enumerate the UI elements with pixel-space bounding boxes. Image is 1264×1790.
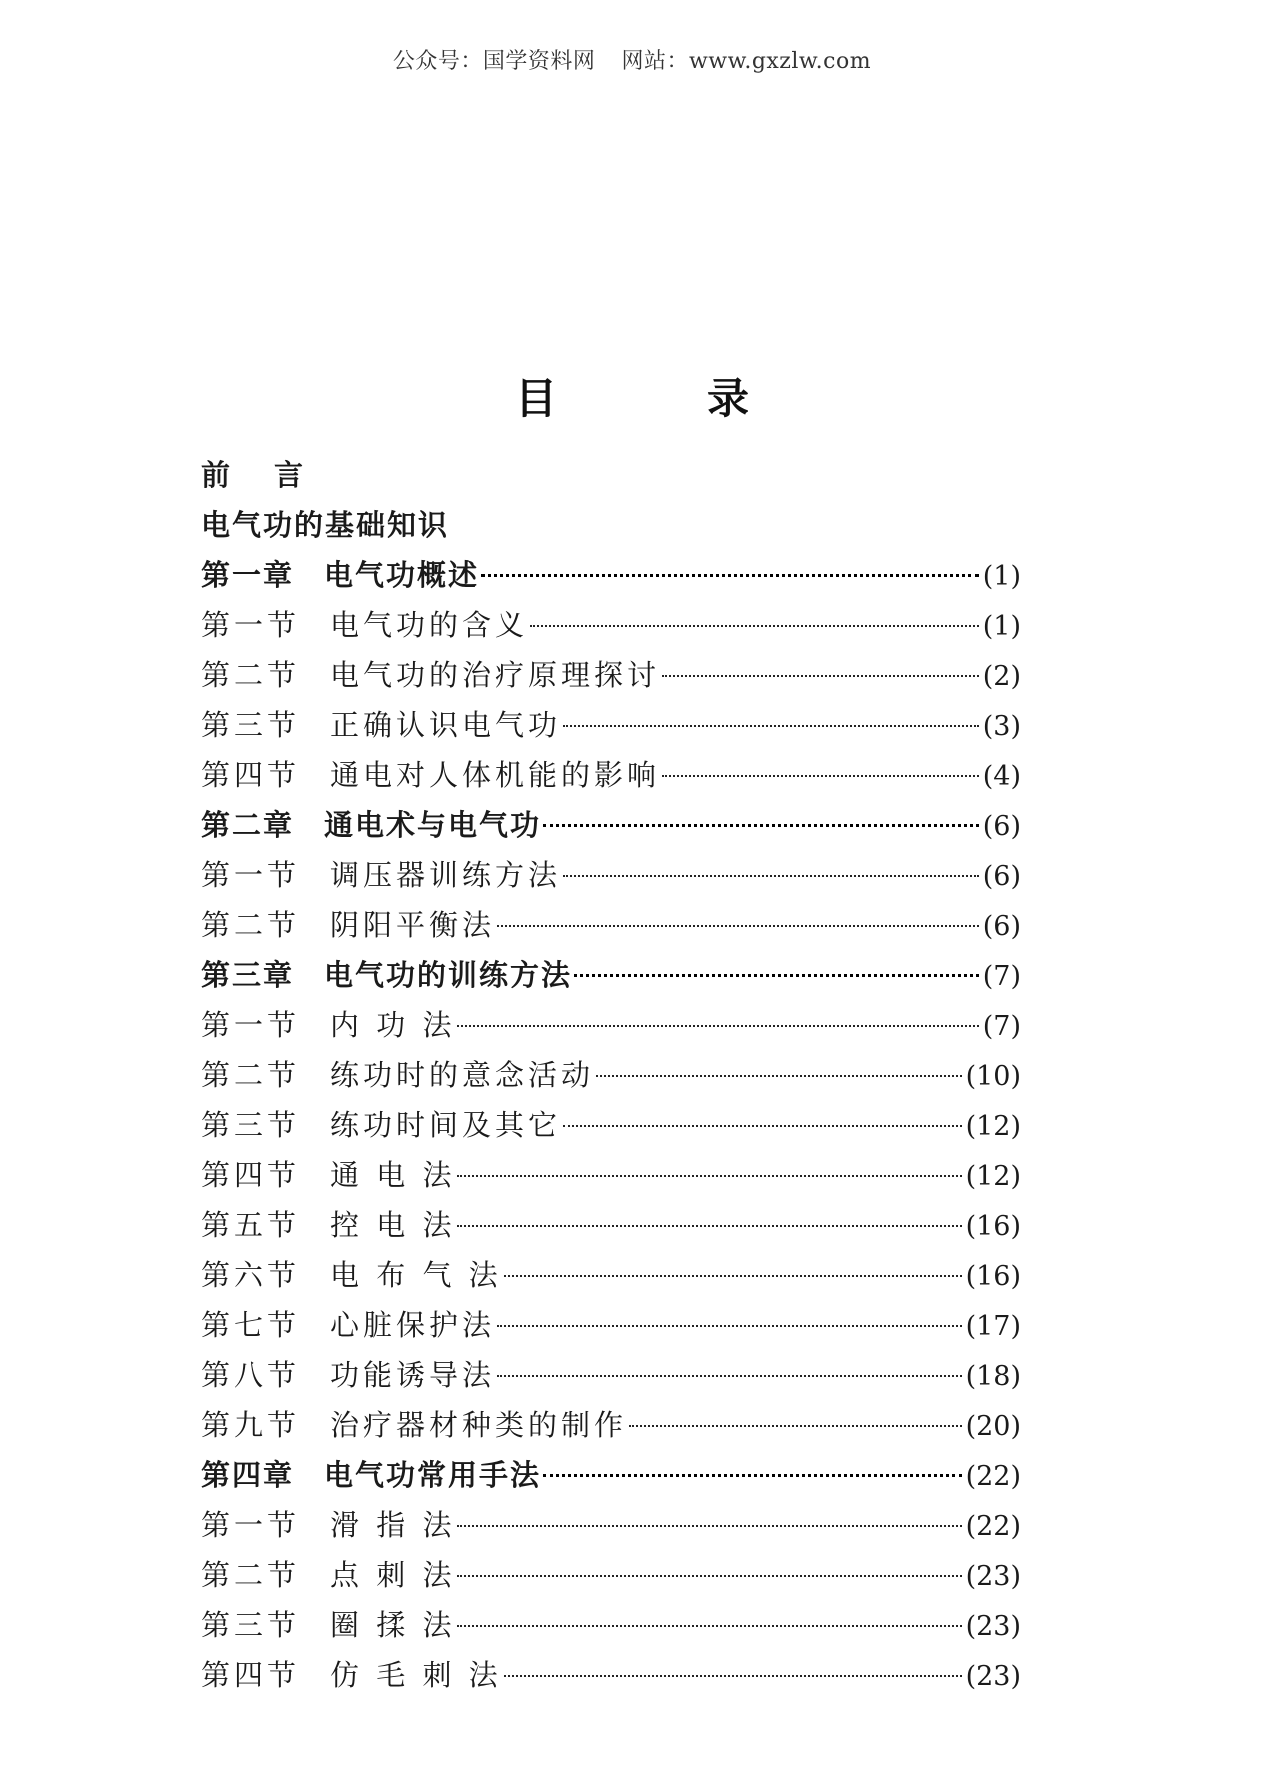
toc-entry-title: 心脏保护法 — [330, 1308, 496, 1342]
toc-entry-section[interactable] — [201, 1350, 1021, 1400]
toc-entry-prefix: 第三节 — [201, 1108, 301, 1142]
toc-entry-prefix: 第二节 — [201, 908, 301, 942]
toc-entry-title: 通电对人体机能的影响 — [330, 758, 661, 792]
toc-entry-page: (6) — [982, 911, 1021, 942]
dot-leader — [662, 775, 979, 777]
toc-entry-page: (6) — [982, 811, 1021, 842]
toc-entry-title: 言 — [274, 458, 318, 492]
toc-entry-title: 电气功的训练方法 — [324, 958, 573, 992]
toc-entry-title: 通 电 法 — [330, 1158, 456, 1192]
toc-entry-page: (23) — [965, 1561, 1021, 1592]
toc-entry-prefix: 第二节 — [201, 658, 301, 692]
toc-entry-page: (18) — [965, 1361, 1021, 1392]
toc-entry-prefix: 第四节 — [201, 1158, 301, 1192]
toc-entry-section[interactable] — [201, 1100, 1021, 1150]
toc-entry-prefix: 第一节 — [201, 608, 301, 642]
toc-entry-page: (6) — [982, 861, 1021, 892]
toc-entry-chapter[interactable] — [201, 1450, 1021, 1500]
dot-leader — [457, 1575, 961, 1577]
dot-leader — [563, 875, 979, 877]
header-website: 网站：www.gxzlw.com — [621, 49, 872, 74]
toc-entry-prefix: 第一节 — [201, 858, 301, 892]
toc-entry-page: (22) — [965, 1511, 1021, 1542]
toc-entry-title: 电气功概述 — [324, 558, 480, 592]
toc-entry-page: (1) — [982, 611, 1021, 642]
dot-leader — [629, 1425, 962, 1427]
dot-leader — [457, 1625, 961, 1627]
toc-entry-title: 通电术与电气功 — [324, 808, 542, 842]
toc-entry-section[interactable] — [201, 1200, 1021, 1250]
toc-entry-title: 练功时的意念活动 — [330, 1058, 595, 1092]
toc-entry-title: 电气功的基础知识 — [201, 508, 450, 542]
header-account: 公众号：国学资料网 — [392, 49, 596, 74]
dot-leader — [497, 1325, 962, 1327]
dot-leader — [662, 675, 979, 677]
toc-entry-chapter[interactable] — [201, 800, 1021, 850]
toc-entry-page: (2) — [982, 661, 1021, 692]
dot-leader — [497, 925, 979, 927]
toc-entry-title: 滑 指 法 — [330, 1508, 456, 1542]
toc-entry-section[interactable] — [201, 1300, 1021, 1350]
toc-entry-prefix: 前 — [201, 458, 245, 492]
toc-entry-title: 调压器训练方法 — [330, 858, 562, 892]
toc-entry-title: 电 布 气 法 — [330, 1258, 502, 1292]
toc-entry-section[interactable] — [201, 1600, 1021, 1650]
toc-entry-page: (7) — [982, 961, 1021, 992]
page-header — [0, 44, 1264, 75]
toc-entry-page: (22) — [965, 1461, 1021, 1492]
dot-leader — [504, 1275, 962, 1277]
toc-entry-title: 仿 毛 刺 法 — [330, 1658, 502, 1692]
toc-entry-title: 控 电 法 — [330, 1208, 456, 1242]
toc-entry-title: 电气功的治疗原理探讨 — [330, 658, 661, 692]
toc-entry-prefix: 第九节 — [201, 1408, 301, 1442]
toc-entry-section[interactable] — [201, 600, 1021, 650]
toc-entry-title: 点 刺 法 — [330, 1558, 456, 1592]
toc-entry-prefix: 第六节 — [201, 1258, 301, 1292]
toc-entry-prefix: 第四节 — [201, 758, 301, 792]
toc-entry-page: (23) — [965, 1661, 1021, 1692]
toc-entry-section[interactable] — [201, 850, 1021, 900]
toc-entry-title: 治疗器材种类的制作 — [330, 1408, 628, 1442]
toc-entry-page: (16) — [965, 1261, 1021, 1292]
toc-entry-title: 电气功的含义 — [330, 608, 529, 642]
dot-leader — [457, 1025, 978, 1027]
toc-entry-page: (16) — [965, 1211, 1021, 1242]
toc-entry-page: (10) — [965, 1061, 1021, 1092]
dot-leader — [574, 974, 979, 977]
toc-entry-section[interactable] — [201, 1050, 1021, 1100]
toc-entry-prefix: 第三节 — [201, 708, 301, 742]
toc-entry-prefix: 第二章 — [201, 808, 295, 842]
toc-entry-page: (3) — [982, 711, 1021, 742]
toc-entry-section[interactable] — [201, 1000, 1021, 1050]
dot-leader — [543, 824, 979, 827]
dot-leader — [457, 1175, 961, 1177]
toc-entry-chapter[interactable] — [201, 550, 1021, 600]
dot-leader — [530, 625, 979, 627]
toc-entry-title: 正确认识电气功 — [330, 708, 562, 742]
toc-entry-prefix: 第四节 — [201, 1658, 301, 1692]
toc-entry-prefix: 第一节 — [201, 1008, 301, 1042]
toc-entry-section[interactable] — [201, 1250, 1021, 1300]
toc-entry-title: 阴阳平衡法 — [330, 908, 496, 942]
toc-entry-prefix: 第三节 — [201, 1608, 301, 1642]
title-right: 录 — [707, 374, 750, 423]
toc-entry-section[interactable] — [201, 650, 1021, 700]
toc-entry-section[interactable] — [201, 700, 1021, 750]
title-left: 目 — [514, 374, 557, 423]
toc-entry-prefix: 第二节 — [201, 1058, 301, 1092]
toc-entry-section-heading[interactable] — [201, 500, 1021, 550]
toc-entry-prefix: 第一章 — [201, 558, 295, 592]
dot-leader — [457, 1225, 961, 1227]
toc-entry-title: 内 功 法 — [330, 1008, 456, 1042]
toc-entry-page: (17) — [965, 1311, 1021, 1342]
toc-entry-section[interactable] — [201, 1500, 1021, 1550]
toc-entry-page: (23) — [965, 1611, 1021, 1642]
page-title — [0, 366, 1264, 426]
toc-entry-section[interactable] — [201, 1150, 1021, 1200]
table-of-contents — [201, 450, 1021, 1700]
toc-entry-page: (12) — [965, 1161, 1021, 1192]
toc-entry-title: 练功时间及其它 — [330, 1108, 562, 1142]
toc-entry-page: (12) — [965, 1111, 1021, 1142]
toc-entry-section[interactable] — [201, 1650, 1021, 1700]
toc-entry-prefix: 第三章 — [201, 958, 295, 992]
toc-entry-prefix: 第七节 — [201, 1308, 301, 1342]
toc-entry-prefix: 第一节 — [201, 1508, 301, 1542]
dot-leader — [481, 574, 979, 577]
toc-entry-page: (4) — [982, 761, 1021, 792]
dot-leader — [563, 725, 979, 727]
toc-entry-prefix: 第二节 — [201, 1558, 301, 1592]
dot-leader — [543, 1474, 962, 1477]
toc-entry-prefix: 第四章 — [201, 1458, 295, 1492]
toc-entry-title: 功能诱导法 — [330, 1358, 496, 1392]
toc-entry-section[interactable] — [201, 750, 1021, 800]
toc-entry-title: 圈 揉 法 — [330, 1608, 456, 1642]
dot-leader — [563, 1125, 962, 1127]
toc-entry-title: 电气功常用手法 — [324, 1458, 542, 1492]
toc-entry-prefix: 第八节 — [201, 1358, 301, 1392]
dot-leader — [596, 1075, 962, 1077]
toc-entry-section[interactable] — [201, 1400, 1021, 1450]
toc-entry-page: (20) — [965, 1411, 1021, 1442]
toc-entry-section[interactable] — [201, 900, 1021, 950]
toc-entry-preface[interactable] — [201, 450, 1021, 500]
dot-leader — [504, 1675, 962, 1677]
dot-leader — [497, 1375, 962, 1377]
toc-entry-page: (7) — [982, 1011, 1021, 1042]
toc-entry-section[interactable] — [201, 1550, 1021, 1600]
dot-leader — [457, 1525, 961, 1527]
toc-entry-page: (1) — [982, 561, 1021, 592]
toc-entry-chapter[interactable] — [201, 950, 1021, 1000]
toc-entry-prefix: 第五节 — [201, 1208, 301, 1242]
